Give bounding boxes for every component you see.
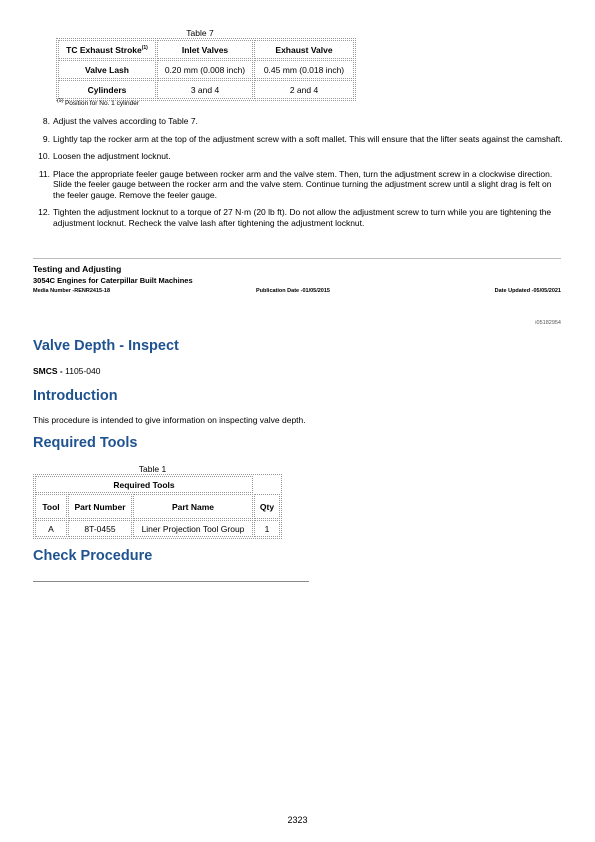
table-footnote — [57, 98, 139, 107]
table-cell — [254, 476, 280, 493]
table-row — [58, 80, 354, 99]
footnote-text: Position for No. 1 cylinder — [64, 100, 139, 108]
publication-date: Publication Date -01/05/2015 — [256, 288, 330, 294]
footnote-ref: (1) — [141, 44, 148, 51]
table-header: Qty — [254, 494, 280, 519]
table-cell: 0.45 mm (0.018 inch) — [254, 60, 354, 79]
smcs-code — [33, 366, 100, 376]
table-cell: 1 — [254, 520, 280, 537]
step-number: 10. — [38, 151, 50, 161]
step-number: 11. — [38, 168, 50, 179]
table-caption: Table 7 — [186, 28, 214, 38]
required-tools-table — [33, 474, 282, 539]
step-text: Lightly tap the rocker arm at the top of the adjustment screw with a soft mallet. This will ensure that the lifter seats against the camshaft. — [53, 133, 563, 144]
divider — [33, 258, 561, 259]
table-cell: A — [35, 520, 67, 537]
list-item — [34, 207, 564, 228]
table-header: Inlet Valves — [157, 40, 253, 59]
manual-subtitle: 3054C Engines for Caterpillar Built Machines — [33, 276, 193, 285]
table-header: Exhaust Valve — [254, 40, 354, 59]
list-item — [34, 134, 564, 145]
media-number: Media Number -RENR2415-18 — [33, 288, 111, 294]
table-cell: Valve Lash — [58, 60, 156, 79]
table-header-row — [35, 494, 280, 519]
step-text: Tighten the adjustment locknut to a torque of 27 N·m (20 lb ft). Do not allow the adjustment screw to turn while you are tightening the adjustment locknut. Recheck the valve lash after tightening the adjustment locknut. — [53, 207, 552, 228]
table-cell: 0.20 mm (0.008 inch) — [157, 60, 253, 79]
step-number: 9. — [42, 133, 50, 144]
table-row — [58, 60, 354, 79]
step-text: Adjust the valves according to Table 7. — [53, 116, 198, 126]
table-cell: 8T-0455 — [68, 520, 132, 537]
step-text: Place the appropriate feeler gauge between rocker arm and the valve stem. Then, turn the adjustment screw in a clockwise direction. Slide the feeler gauge between the rocker arm and the valve stem. Continue turning the adjustment screw until a slight drag is felt on the feeler gauge. Remove the feeler gauge. — [53, 168, 553, 200]
date-updated: Date Updated -05/05/2021 — [494, 288, 561, 294]
table-header: Part Name — [133, 494, 253, 519]
valve-lash-table — [56, 38, 356, 101]
footnote-mark: (1) — [57, 98, 64, 104]
list-item — [34, 116, 564, 127]
list-item — [34, 151, 564, 162]
section-heading: Check Procedure — [33, 548, 153, 564]
table-cell: 2 and 4 — [254, 80, 354, 99]
list-item — [34, 169, 564, 201]
header-label: TC Exhaust Stroke — [66, 44, 142, 55]
table-title-row — [35, 476, 280, 493]
table-header — [58, 40, 156, 59]
table-header: Tool — [35, 494, 67, 519]
section-heading: Required Tools — [33, 435, 138, 451]
smcs-value: 1105-040 — [65, 366, 101, 376]
procedure-steps — [34, 116, 564, 235]
smcs-label: SMCS - — [33, 366, 63, 376]
table-caption: Table 1 — [138, 464, 167, 474]
step-number: 12. — [38, 207, 50, 217]
step-number: 8. — [42, 116, 50, 126]
table-header-row — [58, 40, 354, 59]
step-text: Loosen the adjustment locknut. — [53, 151, 171, 161]
manual-title: Testing and Adjusting — [33, 264, 122, 274]
table-title: Required Tools — [35, 476, 253, 493]
table-cell: Liner Projection Tool Group — [133, 520, 253, 537]
table-cell: 3 and 4 — [157, 80, 253, 99]
page-title: Valve Depth - Inspect — [33, 338, 179, 354]
divider — [33, 581, 309, 582]
intro-text: This procedure is intended to give information on inspecting valve depth. — [33, 415, 306, 425]
table-row — [35, 520, 280, 537]
document-id: i05182954 — [535, 320, 561, 326]
table-header: Part Number — [68, 494, 132, 519]
page-number: 2323 — [287, 815, 308, 825]
section-heading: Introduction — [33, 388, 118, 404]
table-cell: Cylinders — [58, 80, 156, 99]
